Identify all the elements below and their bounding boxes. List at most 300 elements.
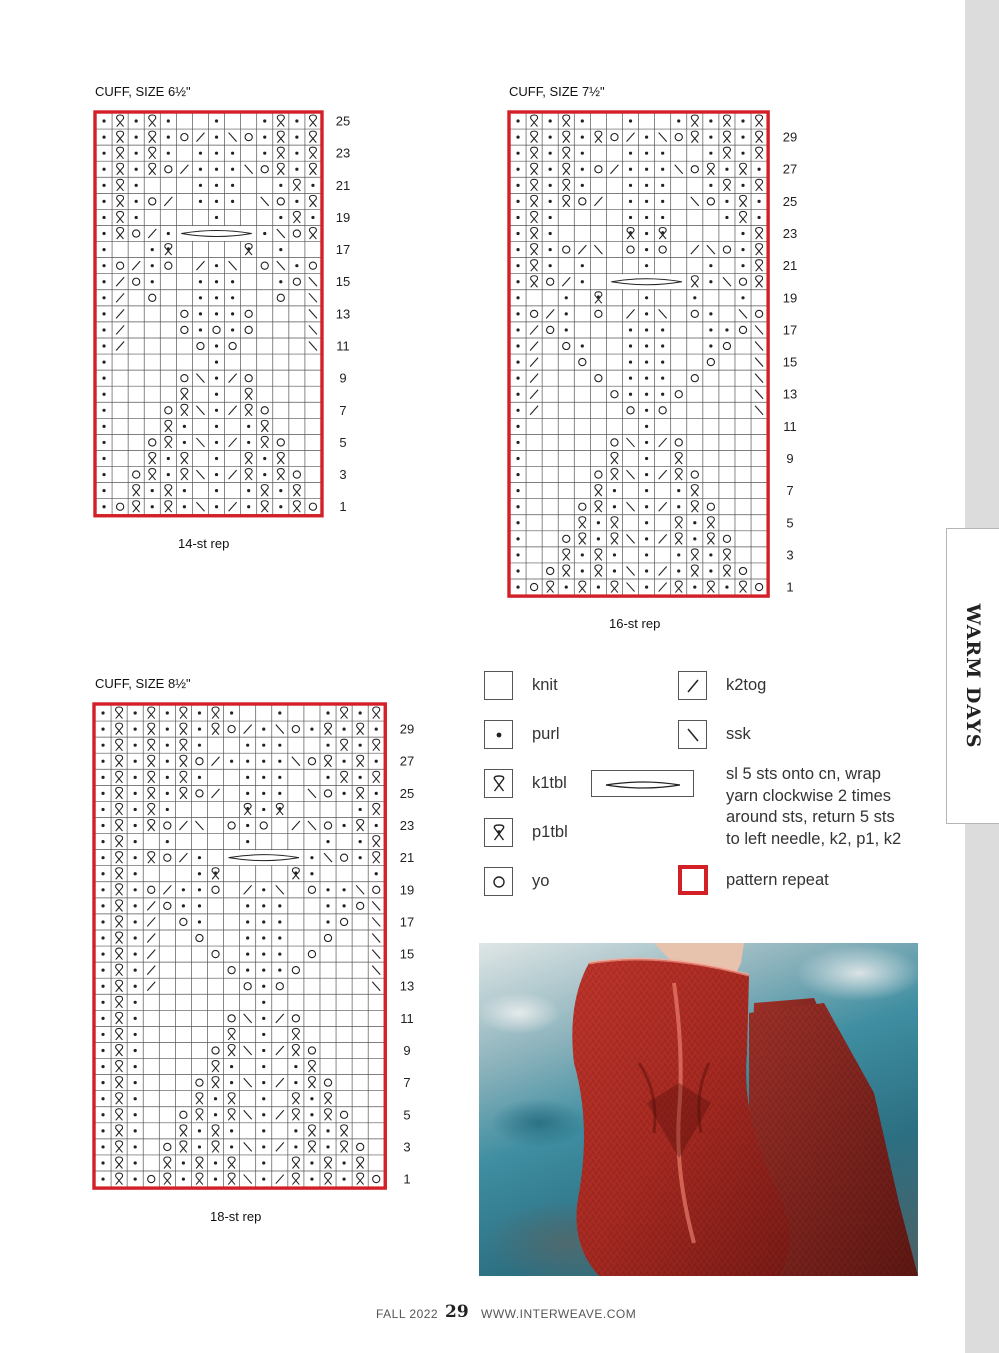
k1tbl-stitch xyxy=(611,533,618,545)
yo-stitch xyxy=(579,358,586,365)
row-number: 27 xyxy=(782,161,798,177)
repeat-label-14-st: 14-st rep xyxy=(178,536,230,551)
purl-stitch xyxy=(247,425,250,428)
purl-stitch xyxy=(516,377,519,380)
k2tog-stitch xyxy=(163,885,171,894)
yo-stitch xyxy=(165,407,172,414)
purl-stitch xyxy=(199,328,202,331)
yo-stitch xyxy=(579,503,586,510)
yo-stitch xyxy=(149,294,156,301)
k1tbl-stitch xyxy=(563,179,570,191)
purl-stitch xyxy=(166,728,169,731)
purl-stitch xyxy=(326,744,329,747)
purl-stitch xyxy=(516,280,519,283)
purl-stitch xyxy=(134,792,137,795)
k1tbl-stitch xyxy=(277,163,284,175)
purl-stitch xyxy=(134,1065,137,1068)
purl-stitch xyxy=(215,152,218,155)
k1tbl-stitch xyxy=(116,1157,123,1169)
purl-stitch xyxy=(134,1113,137,1116)
purl-stitch xyxy=(757,216,760,219)
k1tbl-stitch xyxy=(149,147,156,159)
purl-stitch xyxy=(581,569,584,572)
purl-stitch xyxy=(102,425,105,428)
k1tbl-stitch xyxy=(133,501,140,512)
repeat-label-16-st: 16-st rep xyxy=(609,616,661,631)
k1tbl-stitch xyxy=(117,163,124,175)
k1tbl-stitch xyxy=(341,771,348,783)
purl-stitch xyxy=(279,184,282,187)
purl-stitch xyxy=(166,808,169,811)
purl-stitch xyxy=(247,505,250,508)
purl-stitch xyxy=(693,537,696,540)
yo-stitch xyxy=(739,326,746,333)
k1tbl-stitch xyxy=(531,195,538,207)
purl-stitch xyxy=(247,489,250,492)
k1tbl-stitch xyxy=(228,1045,235,1057)
k1tbl-stitch xyxy=(116,980,123,992)
k1tbl-stitch xyxy=(116,1077,123,1089)
k1tbl-stitch xyxy=(341,1125,348,1137)
purl-stitch xyxy=(101,936,104,939)
purl-stitch xyxy=(645,152,648,155)
k1tbl-stitch xyxy=(261,436,268,448)
purl-stitch xyxy=(645,537,648,540)
yo-stitch xyxy=(707,358,714,365)
ssk-stitch xyxy=(308,821,316,830)
purl-stitch xyxy=(278,904,281,907)
purl-stitch xyxy=(134,1097,137,1100)
purl-stitch xyxy=(198,1129,201,1132)
k1tbl-stitch xyxy=(261,501,268,512)
k2tog-stitch xyxy=(180,165,188,174)
purl-stitch xyxy=(102,505,105,508)
page-number: 29 xyxy=(445,1302,469,1322)
purl-stitch xyxy=(183,505,186,508)
ssk-stitch xyxy=(309,342,317,351)
purl-stitch xyxy=(645,457,648,460)
purl-stitch xyxy=(342,792,345,795)
k2tog-stitch xyxy=(147,982,155,991)
yo-stitch xyxy=(627,246,634,253)
purl-stitch xyxy=(645,216,648,219)
k1tbl-stitch xyxy=(723,147,730,159)
k1tbl-stitch xyxy=(691,115,698,127)
row-number: 19 xyxy=(335,209,351,225)
k1tbl-stitch xyxy=(675,453,682,465)
purl-stitch xyxy=(101,1177,104,1180)
k1tbl-stitch xyxy=(180,739,187,751)
k2tog-stitch xyxy=(276,1175,284,1184)
purl-stitch xyxy=(278,920,281,923)
purl-stitch xyxy=(549,248,552,251)
k2tog-stitch xyxy=(148,229,156,238)
yo-stitch xyxy=(308,1047,315,1054)
purl-stitch xyxy=(709,553,712,556)
ssk-stitch xyxy=(309,293,317,302)
k2tog-stitch xyxy=(530,406,538,415)
purl-stitch xyxy=(295,152,298,155)
purl-stitch xyxy=(101,904,104,907)
purl-stitch xyxy=(295,136,298,139)
purl-stitch xyxy=(565,328,568,331)
purl-stitch xyxy=(135,216,138,219)
yo-stitch xyxy=(228,822,235,829)
k1tbl-stitch xyxy=(149,163,156,175)
k2tog-stitch xyxy=(229,470,237,479)
k1tbl-stitch xyxy=(117,195,124,207)
purl-stitch xyxy=(725,200,728,203)
k1tbl-stitch xyxy=(117,147,124,159)
purl-stitch xyxy=(102,489,105,492)
k1tbl-stitch xyxy=(116,1173,123,1185)
ssk-stitch xyxy=(196,406,204,415)
purl-stitch xyxy=(262,1129,265,1132)
k1tbl-stitch xyxy=(675,581,682,593)
p1tbl-dot xyxy=(661,231,664,234)
purl-stitch xyxy=(661,200,664,203)
purl-stitch xyxy=(198,904,201,907)
purl-stitch xyxy=(182,1161,185,1164)
purl-stitch xyxy=(342,728,345,731)
purl-stitch xyxy=(725,216,728,219)
yo-stitch xyxy=(547,278,554,285)
yo-stitch xyxy=(196,934,203,941)
k1tbl-stitch xyxy=(148,852,155,864)
purl-stitch xyxy=(262,904,265,907)
k1tbl-stitch xyxy=(212,1061,219,1073)
purl-stitch xyxy=(597,521,600,524)
purl-stitch xyxy=(342,1161,345,1164)
yo-stitch xyxy=(212,1047,219,1054)
purl-stitch xyxy=(310,1097,313,1100)
k1tbl-stitch xyxy=(579,517,586,529)
purl-stitch xyxy=(262,1001,265,1004)
purl-stitch xyxy=(629,328,632,331)
k1tbl-stitch xyxy=(292,1093,299,1105)
purl-stitch xyxy=(215,457,218,460)
k1tbl-stitch xyxy=(116,820,123,832)
purl-stitch xyxy=(134,1017,137,1020)
purl-stitch xyxy=(516,521,519,524)
k1tbl-stitch xyxy=(309,163,316,175)
ssk-stitch xyxy=(755,406,763,415)
yo-stitch xyxy=(595,471,602,478)
yo-stitch xyxy=(261,262,268,269)
purl-stitch xyxy=(135,168,138,171)
purl-stitch xyxy=(661,328,664,331)
purl-stitch xyxy=(709,569,712,572)
k1tbl-stitch xyxy=(563,115,570,127)
k1tbl-stitch xyxy=(531,276,538,288)
yo-stitch xyxy=(531,583,538,590)
purl-stitch xyxy=(262,1081,265,1084)
purl-stitch xyxy=(167,136,170,139)
purl-stitch xyxy=(516,264,519,267)
yo-stitch xyxy=(308,758,315,765)
ssk-stitch xyxy=(196,502,204,511)
purl-stitch xyxy=(278,952,281,955)
purl-stitch xyxy=(198,776,201,779)
ssk-stitch xyxy=(261,197,269,206)
k1tbl-stitch xyxy=(691,276,698,288)
purl-stitch xyxy=(375,824,378,827)
k2tog-stitch xyxy=(530,374,538,383)
purl-stitch xyxy=(565,585,568,588)
yo-stitch xyxy=(181,310,188,317)
purl-stitch xyxy=(262,920,265,923)
k2tog-stitch xyxy=(116,293,124,302)
k1tbl-stitch xyxy=(245,453,252,465)
purl-stitch xyxy=(215,296,218,299)
purl-stitch xyxy=(725,328,728,331)
purl-stitch xyxy=(246,969,249,972)
purl-stitch xyxy=(757,168,760,171)
k1tbl-stitch xyxy=(181,469,188,481)
footer-url: WWW.INTERWEAVE.COM xyxy=(481,1307,637,1321)
yo-stitch xyxy=(373,886,380,893)
purl-stitch xyxy=(263,136,266,139)
k1tbl-stitch xyxy=(148,771,155,783)
yo-stitch xyxy=(675,391,682,398)
yo-stitch xyxy=(196,758,203,765)
k2tog-stitch xyxy=(546,309,554,318)
purl-stitch xyxy=(134,1145,137,1148)
k1tbl-stitch xyxy=(293,211,300,223)
k1tbl-stitch xyxy=(308,1061,315,1073)
yo-stitch xyxy=(324,790,331,797)
k1tbl-stitch xyxy=(212,723,219,735)
yo-stitch xyxy=(245,375,252,382)
k1tbl-stitch xyxy=(116,1012,123,1024)
purl-stitch xyxy=(262,776,265,779)
k1tbl-stitch xyxy=(133,485,140,497)
purl-stitch xyxy=(342,760,345,763)
purl-stitch xyxy=(516,168,519,171)
k1tbl-stitch xyxy=(165,436,172,448)
key-ssk-label: ssk xyxy=(726,725,751,743)
purl-stitch xyxy=(134,1129,137,1132)
k1tbl-stitch xyxy=(723,115,730,127)
k1tbl-stitch xyxy=(292,1028,299,1040)
purl-stitch xyxy=(741,152,744,155)
k1tbl-stitch xyxy=(373,771,380,783)
purl-stitch xyxy=(262,1097,265,1100)
purl-stitch xyxy=(757,200,760,203)
purl-stitch xyxy=(135,119,138,122)
k1tbl-stitch xyxy=(277,115,284,127)
purl-stitch xyxy=(167,119,170,122)
purl-stitch xyxy=(262,1177,265,1180)
purl-stitch xyxy=(166,760,169,763)
purl-stitch xyxy=(263,232,266,235)
purl-stitch xyxy=(262,1145,265,1148)
chart-size-6-5 xyxy=(93,110,383,520)
k1tbl-stitch xyxy=(180,707,187,719)
purl-stitch xyxy=(230,1081,233,1084)
k1tbl-stitch xyxy=(181,453,188,465)
k1tbl-stitch xyxy=(148,723,155,735)
purl-stitch xyxy=(549,168,552,171)
ssk-stitch xyxy=(244,1014,252,1023)
yo-stitch xyxy=(180,1111,187,1118)
yo-stitch xyxy=(579,198,586,205)
k1tbl-stitch xyxy=(691,131,698,143)
purl-stitch xyxy=(199,200,202,203)
purl-stitch xyxy=(102,119,105,122)
purl-stitch xyxy=(375,760,378,763)
yo-stitch xyxy=(148,886,155,893)
k2tog-stitch xyxy=(659,438,667,447)
row-number: 25 xyxy=(335,113,351,129)
k1tbl-stitch xyxy=(595,131,602,143)
purl-stitch xyxy=(310,728,313,731)
purl-stitch xyxy=(645,425,648,428)
k2tog-stitch xyxy=(229,374,237,383)
ssk-stitch xyxy=(229,261,237,270)
cable-description-line: around sts, return 5 sts xyxy=(726,808,895,826)
purl-stitch xyxy=(516,537,519,540)
k1tbl-stitch xyxy=(261,485,268,497)
chart-title-size-6-5: CUFF, SIZE 6½" xyxy=(95,84,191,99)
purl-stitch xyxy=(549,136,552,139)
yo-stitch xyxy=(324,822,331,829)
k1tbl-stitch xyxy=(292,1157,299,1169)
purl-stitch xyxy=(326,1145,329,1148)
k1tbl-stitch xyxy=(277,469,284,481)
purl-stitch xyxy=(677,489,680,492)
purl-stitch xyxy=(629,377,632,380)
purl-stitch xyxy=(629,168,632,171)
purl-stitch xyxy=(263,119,266,122)
k1tbl-stitch xyxy=(165,501,172,512)
purl-stitch xyxy=(262,1033,265,1036)
yo-stitch xyxy=(563,246,570,253)
yo-stitch xyxy=(723,246,730,253)
key-yo-label: yo xyxy=(532,872,550,890)
purl-stitch xyxy=(629,360,632,363)
purl-stitch xyxy=(581,280,584,283)
key-knit-label: knit xyxy=(532,676,558,694)
yo-stitch xyxy=(309,262,316,269)
purl-stitch xyxy=(645,521,648,524)
k1tbl-stitch xyxy=(245,469,252,481)
purl-stitch xyxy=(516,585,519,588)
purl-stitch xyxy=(230,1129,233,1132)
ssk-stitch xyxy=(627,438,635,447)
k1tbl-stitch xyxy=(373,707,380,719)
k1tbl-stitch xyxy=(117,179,124,191)
ssk-stitch xyxy=(707,245,715,254)
purl-stitch xyxy=(231,280,234,283)
purl-stitch xyxy=(741,136,744,139)
k2tog-stitch xyxy=(627,133,635,142)
row-number: 7 xyxy=(786,483,794,499)
ssk-stitch xyxy=(755,374,763,383)
yo-stitch xyxy=(611,134,618,141)
p1tbl-dot xyxy=(247,247,250,250)
yo-stitch xyxy=(117,503,124,510)
row-number: 1 xyxy=(786,579,794,595)
k1tbl-stitch xyxy=(756,276,763,288)
k1tbl-stitch xyxy=(149,453,156,465)
key-pattern-repeat-label: pattern repeat xyxy=(726,871,829,889)
k1tbl-stitch xyxy=(373,739,380,751)
k1tbl-stitch xyxy=(309,147,316,159)
purl-stitch xyxy=(516,505,519,508)
ssk-stitch xyxy=(372,950,380,959)
purl-stitch xyxy=(326,840,329,843)
yo-stitch xyxy=(611,439,618,446)
k1tbl-stitch xyxy=(357,1173,364,1185)
k2tog-stitch xyxy=(691,245,699,254)
p1tbl-dot xyxy=(629,231,632,234)
purl-stitch xyxy=(709,136,712,139)
purl-stitch xyxy=(629,184,632,187)
purl-stitch xyxy=(230,760,233,763)
key-purl-label: purl xyxy=(532,725,560,743)
yo-stitch xyxy=(531,310,538,317)
k2tog-stitch xyxy=(116,277,124,286)
purl-stitch xyxy=(342,888,345,891)
purl-stitch xyxy=(709,312,712,315)
row-number: 21 xyxy=(399,850,415,866)
k1tbl-stitch xyxy=(180,787,187,799)
purl-stitch xyxy=(549,200,552,203)
row-number: 13 xyxy=(335,306,351,322)
knit-symbol-icon xyxy=(484,671,513,700)
k1tbl-stitch xyxy=(740,211,747,223)
purl-stitch xyxy=(645,393,648,396)
yo-stitch xyxy=(164,1143,171,1150)
k1tbl-stitch xyxy=(261,420,268,432)
purl-stitch xyxy=(134,711,137,714)
k1tbl-stitch xyxy=(165,420,172,432)
purl-stitch xyxy=(262,1113,265,1116)
k1tbl-stitch xyxy=(116,1028,123,1040)
chart-title-size-8-5: CUFF, SIZE 8½" xyxy=(95,676,191,691)
k1tbl-stitch xyxy=(531,228,538,240)
purl-stitch xyxy=(645,136,648,139)
yo-stitch xyxy=(739,278,746,285)
purl-stitch xyxy=(645,473,648,476)
purl-stitch xyxy=(101,856,104,859)
yo-stitch xyxy=(196,790,203,797)
yo-stitch xyxy=(627,407,634,414)
k1tbl-stitch xyxy=(707,533,714,545)
purl-stitch xyxy=(516,569,519,572)
purl-stitch xyxy=(661,168,664,171)
purl-stitch xyxy=(295,200,298,203)
row-number: 15 xyxy=(399,946,415,962)
purl-stitch xyxy=(693,296,696,299)
purl-stitch xyxy=(134,1177,137,1180)
purl-stitch xyxy=(230,711,233,714)
row-number: 19 xyxy=(782,290,798,306)
yo-stitch xyxy=(563,342,570,349)
key-k2tog-label: k2tog xyxy=(726,676,767,694)
k1tbl-stitch xyxy=(116,964,123,976)
purl-stitch xyxy=(214,1113,217,1116)
k1tbl-stitch xyxy=(579,581,586,593)
purl-stitch xyxy=(101,1113,104,1116)
yo-stitch xyxy=(308,950,315,957)
yo-stitch xyxy=(245,134,252,141)
purl-stitch xyxy=(342,1177,345,1180)
purl-stitch xyxy=(516,119,519,122)
purl-stitch xyxy=(342,824,345,827)
purl-stitch xyxy=(167,473,170,476)
